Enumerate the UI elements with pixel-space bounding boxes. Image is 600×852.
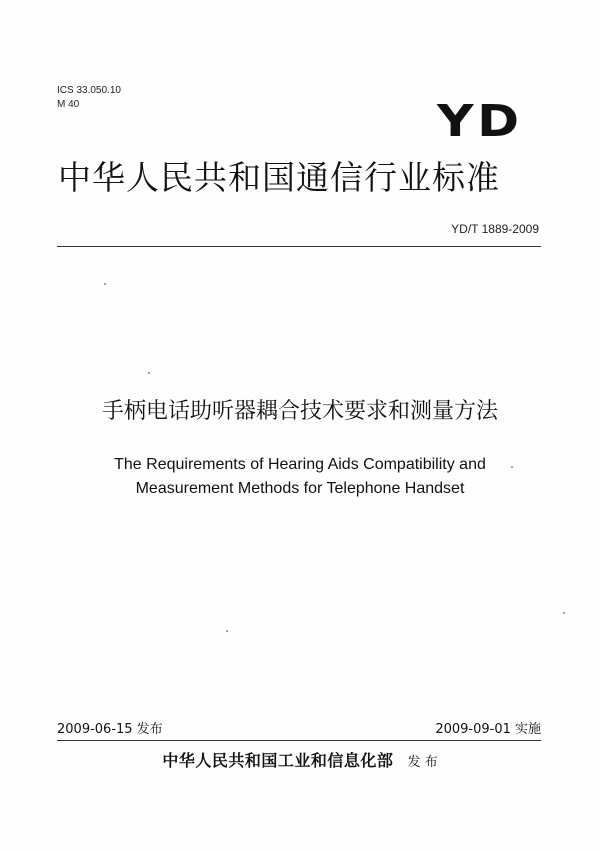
ics-code: ICS 33.050.10 — [57, 85, 121, 96]
ccs-code: M 40 — [57, 99, 80, 110]
scan-speck — [563, 612, 565, 614]
standard-number: YD/T 1889-2009 — [451, 222, 539, 236]
publisher-name: 中华人民共和国工业和信息化部 — [162, 751, 394, 770]
top-divider — [57, 246, 541, 247]
document-title-english — [0, 453, 600, 501]
classification-codes — [57, 84, 121, 112]
english-title-line-2: Measurement Methods for Telephone Handset — [135, 480, 465, 497]
scan-speck — [511, 466, 513, 468]
issue-date: 2009-06-15 发布 — [57, 722, 163, 737]
document-title-chinese: 手柄电话助听器耦合技术要求和测量方法 — [101, 399, 498, 424]
publisher-line — [0, 749, 600, 775]
standard-category-title: 中华人民共和国通信行业标准 — [58, 158, 500, 197]
scan-speck — [104, 283, 106, 285]
scan-speck — [148, 372, 150, 374]
bottom-divider — [57, 740, 541, 741]
yd-logo: YD — [437, 96, 523, 147]
publisher-verb: 发 布 — [407, 755, 438, 770]
scan-speck — [226, 630, 228, 632]
implementation-date: 2009-09-01 实施 — [435, 722, 541, 737]
english-title-line-1: The Requirements of Hearing Aids Compatibility and — [114, 456, 486, 473]
